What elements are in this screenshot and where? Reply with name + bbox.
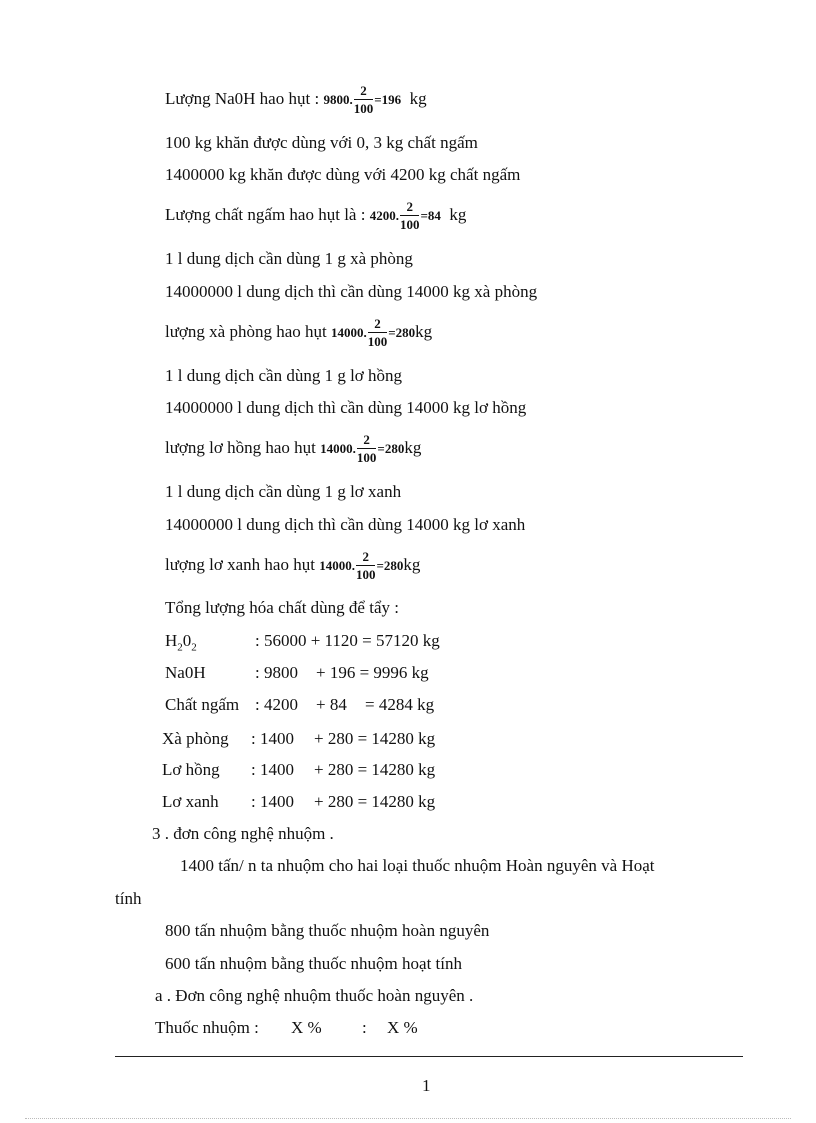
soap-loss-base: 14000. [331, 324, 367, 340]
total-c: = 4284 kg [365, 695, 435, 714]
total-a: : 1400 [251, 729, 294, 748]
total-name: Chất ngấm [165, 695, 240, 714]
blue-frac-den: 100 [355, 567, 376, 582]
naoh-loss-line [165, 84, 427, 116]
blue-loss-fraction [356, 550, 376, 582]
total-name: Lơ hồng [162, 760, 220, 779]
paragraph: 600 tấn nhuộm bằng thuốc nhuộm hoạt tính [165, 954, 462, 973]
soap-frac-num: 2 [368, 317, 388, 333]
section-heading: 3 . đơn công nghệ nhuộm . [152, 824, 334, 843]
total-b: + 84 [316, 695, 347, 714]
pink-frac-den: 100 [356, 450, 377, 465]
soak-loss-label: Lượng chất ngấm hao hụt là : [165, 204, 366, 224]
dye-label: Thuốc nhuộm : [155, 1018, 259, 1037]
total-a: : 9800 [255, 663, 298, 682]
subsection-heading: a . Đơn công nghệ nhuộm thuốc hoàn nguyên . [155, 986, 474, 1005]
paragraph: 800 tấn nhuộm bằng thuốc nhuộm hoàn nguyên [165, 921, 490, 940]
soak-frac-den: 100 [399, 217, 420, 232]
text-line: 1 l dung dịch cần dùng 1 g lơ xanh [165, 482, 402, 501]
blue-loss-label: lượng lơ xanh hao hụt [165, 554, 315, 574]
dye-value-2: X % [387, 1018, 418, 1037]
naoh-frac-num: 2 [354, 84, 374, 100]
soap-loss-line [165, 317, 432, 349]
naoh-loss-base: 9800. [323, 91, 353, 107]
soap-loss-label: lượng xà phòng hao hụt [165, 321, 327, 341]
text-line: 14000000 l dung dịch thì cần dùng 14000 kg xà phòng [165, 282, 538, 301]
pink-loss-base: 14000. [320, 440, 356, 456]
pink-loss-result: =280 [377, 440, 405, 456]
pink-loss-label: lượng lơ hồng hao hụt [165, 437, 316, 457]
page-border-dots [25, 1118, 791, 1119]
total-a: : 1400 [251, 792, 294, 811]
soak-loss-base: 4200. [369, 207, 399, 223]
naoh-loss-label: Lượng Na0H hao hụt : [165, 88, 320, 108]
text-line: 1 l dung dịch cần dùng 1 g xà phòng [165, 249, 413, 268]
text-line: 14000000 l dung dịch thì cần dùng 14000 kg lơ hồng [165, 398, 527, 417]
total-a: : 1400 [251, 760, 294, 779]
soap-loss-fraction [368, 317, 388, 349]
soak-loss-fraction [400, 200, 420, 232]
text-line: 1400000 kg khăn được dùng với 4200 kg chất ngấm [165, 165, 521, 184]
soak-loss-line [165, 200, 466, 232]
h2o2-label: $H_20_2$ [165, 631, 197, 654]
pink-loss-fraction [357, 433, 377, 465]
total-b: + 280 = 14280 kg [314, 792, 436, 811]
blue-loss-base: 14000. [319, 557, 355, 573]
blue-loss-unit: kg [403, 554, 421, 574]
soap-loss-unit: kg [415, 321, 433, 341]
soak-frac-num: 2 [400, 200, 420, 216]
dye-colon: : [362, 1018, 367, 1037]
pink-frac-num: 2 [357, 433, 377, 449]
pink-loss-unit: kg [404, 437, 422, 457]
soap-frac-den: 100 [367, 334, 388, 349]
total-name: Xà phòng [162, 729, 229, 748]
soak-loss-result: =84 [420, 207, 441, 223]
soak-loss-unit: kg [449, 204, 467, 224]
total-name: Na0H [165, 663, 206, 682]
blue-loss-line [165, 550, 420, 582]
text-line: 1 l dung dịch cần dùng 1 g lơ hồng [165, 366, 403, 385]
naoh-frac-den: 100 [353, 101, 374, 116]
total-b: + 196 = 9996 kg [316, 663, 429, 682]
paragraph: 1400 tấn/ n ta nhuộm cho hai loại thuốc nhuộm Hoàn nguyên và Hoạt [180, 856, 655, 875]
dye-value-1: X % [291, 1018, 322, 1037]
naoh-loss-unit: kg [409, 88, 427, 108]
total-a: : 4200 [255, 695, 298, 714]
naoh-loss-result: =196 [374, 91, 402, 107]
total-b: + 280 = 14280 kg [314, 760, 436, 779]
totals-heading: Tổng lượng hóa chất dùng để tẩy : [165, 598, 399, 617]
text-line: 14000000 l dung dịch thì cần dùng 14000 kg lơ xanh [165, 515, 526, 534]
page-number: 1 [422, 1076, 431, 1095]
blue-frac-num: 2 [356, 550, 376, 566]
text-line: 100 kg khăn được dùng với 0, 3 kg chất ngấm [165, 133, 478, 152]
naoh-loss-fraction [354, 84, 374, 116]
footer-rule [115, 1056, 743, 1057]
paragraph-continued: tính [115, 889, 142, 908]
blue-loss-result: =280 [376, 557, 404, 573]
total-name: Lơ xanh [162, 792, 219, 811]
soap-loss-result: =280 [388, 324, 416, 340]
total-b: + 280 = 14280 kg [314, 729, 436, 748]
pink-loss-line [165, 433, 421, 465]
h2o2-value: : 56000 + 1120 = 57120 kg [255, 631, 440, 650]
